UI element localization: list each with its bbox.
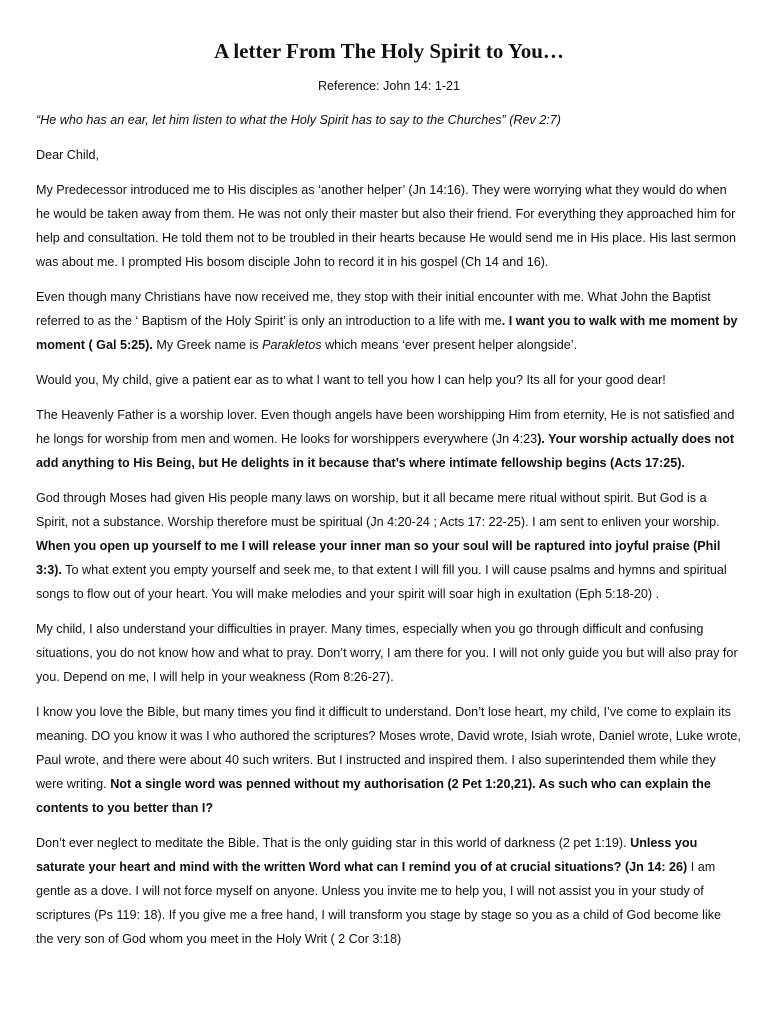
paragraph-3: Would you, My child, give a patient ear as to what I want to tell you how I can help you? Its all for your good dear! [36,373,666,387]
paragraph-4-emphasis: ). Your worship actually does not add anything to His Being, but He delights in it because that’s where intimate fellowship begins (Acts 17:25). [36,432,735,470]
paragraph-2-text: Even though many Christians have now received me, they stop with their initial encounter with me. What John the Baptist referred to as the ‘ Baptism of the Holy Spirit’ is only an introduction to a life with me [36,290,711,328]
paragraph-5-emphasis: When you open up yourself to me I will release your inner man so your soul will be raptured into joyful praise (Phil 3:3). [36,539,721,577]
paragraph-2-emphasis: . I want you to walk with me moment by moment ( Gal 5:25). [36,314,738,352]
paragraph-5 [36,486,742,606]
paragraph-5-text: God through Moses had given His people many laws on worship, but it all became mere ritual without spirit. But God is a Spirit, not a substance. Worship therefore must be spiritual (Jn 4:20-24 ; Acts 17: 22-25). I am sent to enliven your worship. [36,491,720,529]
paragraph-8 [36,831,742,951]
paragraph-4 [36,403,742,475]
epigraph: “He who has an ear, let him listen to what the Holy Spirit has to say to the Churches” (Rev 2:7) [36,113,561,127]
paragraph-4-text: The Heavenly Father is a worship lover. Even though angels have been worshipping Him from eternity, He is not satisfied and he longs for worship from men and women. He looks for worshippers everywhere (Jn 4:23 [36,408,735,446]
paragraph-7 [36,700,742,820]
paragraph-8-text: Don’t ever neglect to meditate the Bible. That is the only guiding star in this world of darkness (2 pet 1:19). [36,836,631,850]
paragraph-2-text-3: which means ‘ever present helper alongside’. [321,338,578,352]
paragraph-5-text-2: To what extent you empty yourself and seek me, to that extent I will fill you. I will cause psalms and hymns and spiritual songs to flow out of your heart. You will make melodies and your spirit will soar high in exultation (Eph 5:18-20) . [36,563,727,601]
reference-line: Reference: John 14: 1-21 [317,79,461,93]
paragraph-2 [36,285,742,357]
paragraph-8-emphasis: Unless you saturate your heart and mind with the written Word what can I remind you of at crucial situations? (Jn 14: 26) [36,836,698,874]
paragraph-6: My child, I also understand your difficulties in prayer. Many times, especially when you go through difficult and confusing situations, you do not know how and what to pray. Don’t worry, I am there for you. I will not only guide you but will also pray for you. Depend on me, I will help in your weakness (Rom 8:26-27). [36,622,738,684]
document-title: A letter From The Holy Spirit to You… [214,39,564,63]
salutation: Dear Child, [36,148,99,162]
paragraph-8-text-2: I am gentle as a dove. I will not force myself on anyone. Unless you invite me to help you, I will not assist you in your study of scriptures (Ps 119: 18). If you give me a free hand, I will transform you stage by stage so you as a child of God become like the very son of God whom you meet in the Holy Writ ( 2 Cor 3:18) [36,860,722,946]
paragraph-1: My Predecessor introduced me to His disciples as ‘another helper’ (Jn 14:16). They were worrying what they would do when he would be taken away from them. He was not only their master but also their friend. For everything they approached him for help and consultation. He told them not to be troubled in their hearts because He would send me in His place. His last sermon was about me. I prompted His bosom disciple John to record it in his gospel (Ch 14 and 16). [36,183,737,269]
paragraph-7-text: I know you love the Bible, but many times you find it difficult to understand. Don’t lose heart, my child, I’ve come to explain its meaning. DO you know it was I who authored the scriptures? Moses wrote, David wrote, Isiah wrote, Daniel wrote, Luke wrote, Paul wrote, and there were about 40 such writers. But I instructed and inspired them. I also superintended them while they were writing. [36,705,741,791]
paragraph-7-emphasis: Not a single word was penned without my authorisation (2 Pet 1:20,21). As such who can explain the contents to you better than I? [36,777,711,815]
paragraph-2-text-2: My Greek name is [152,338,263,352]
greek-name: Parakletos [262,338,322,352]
